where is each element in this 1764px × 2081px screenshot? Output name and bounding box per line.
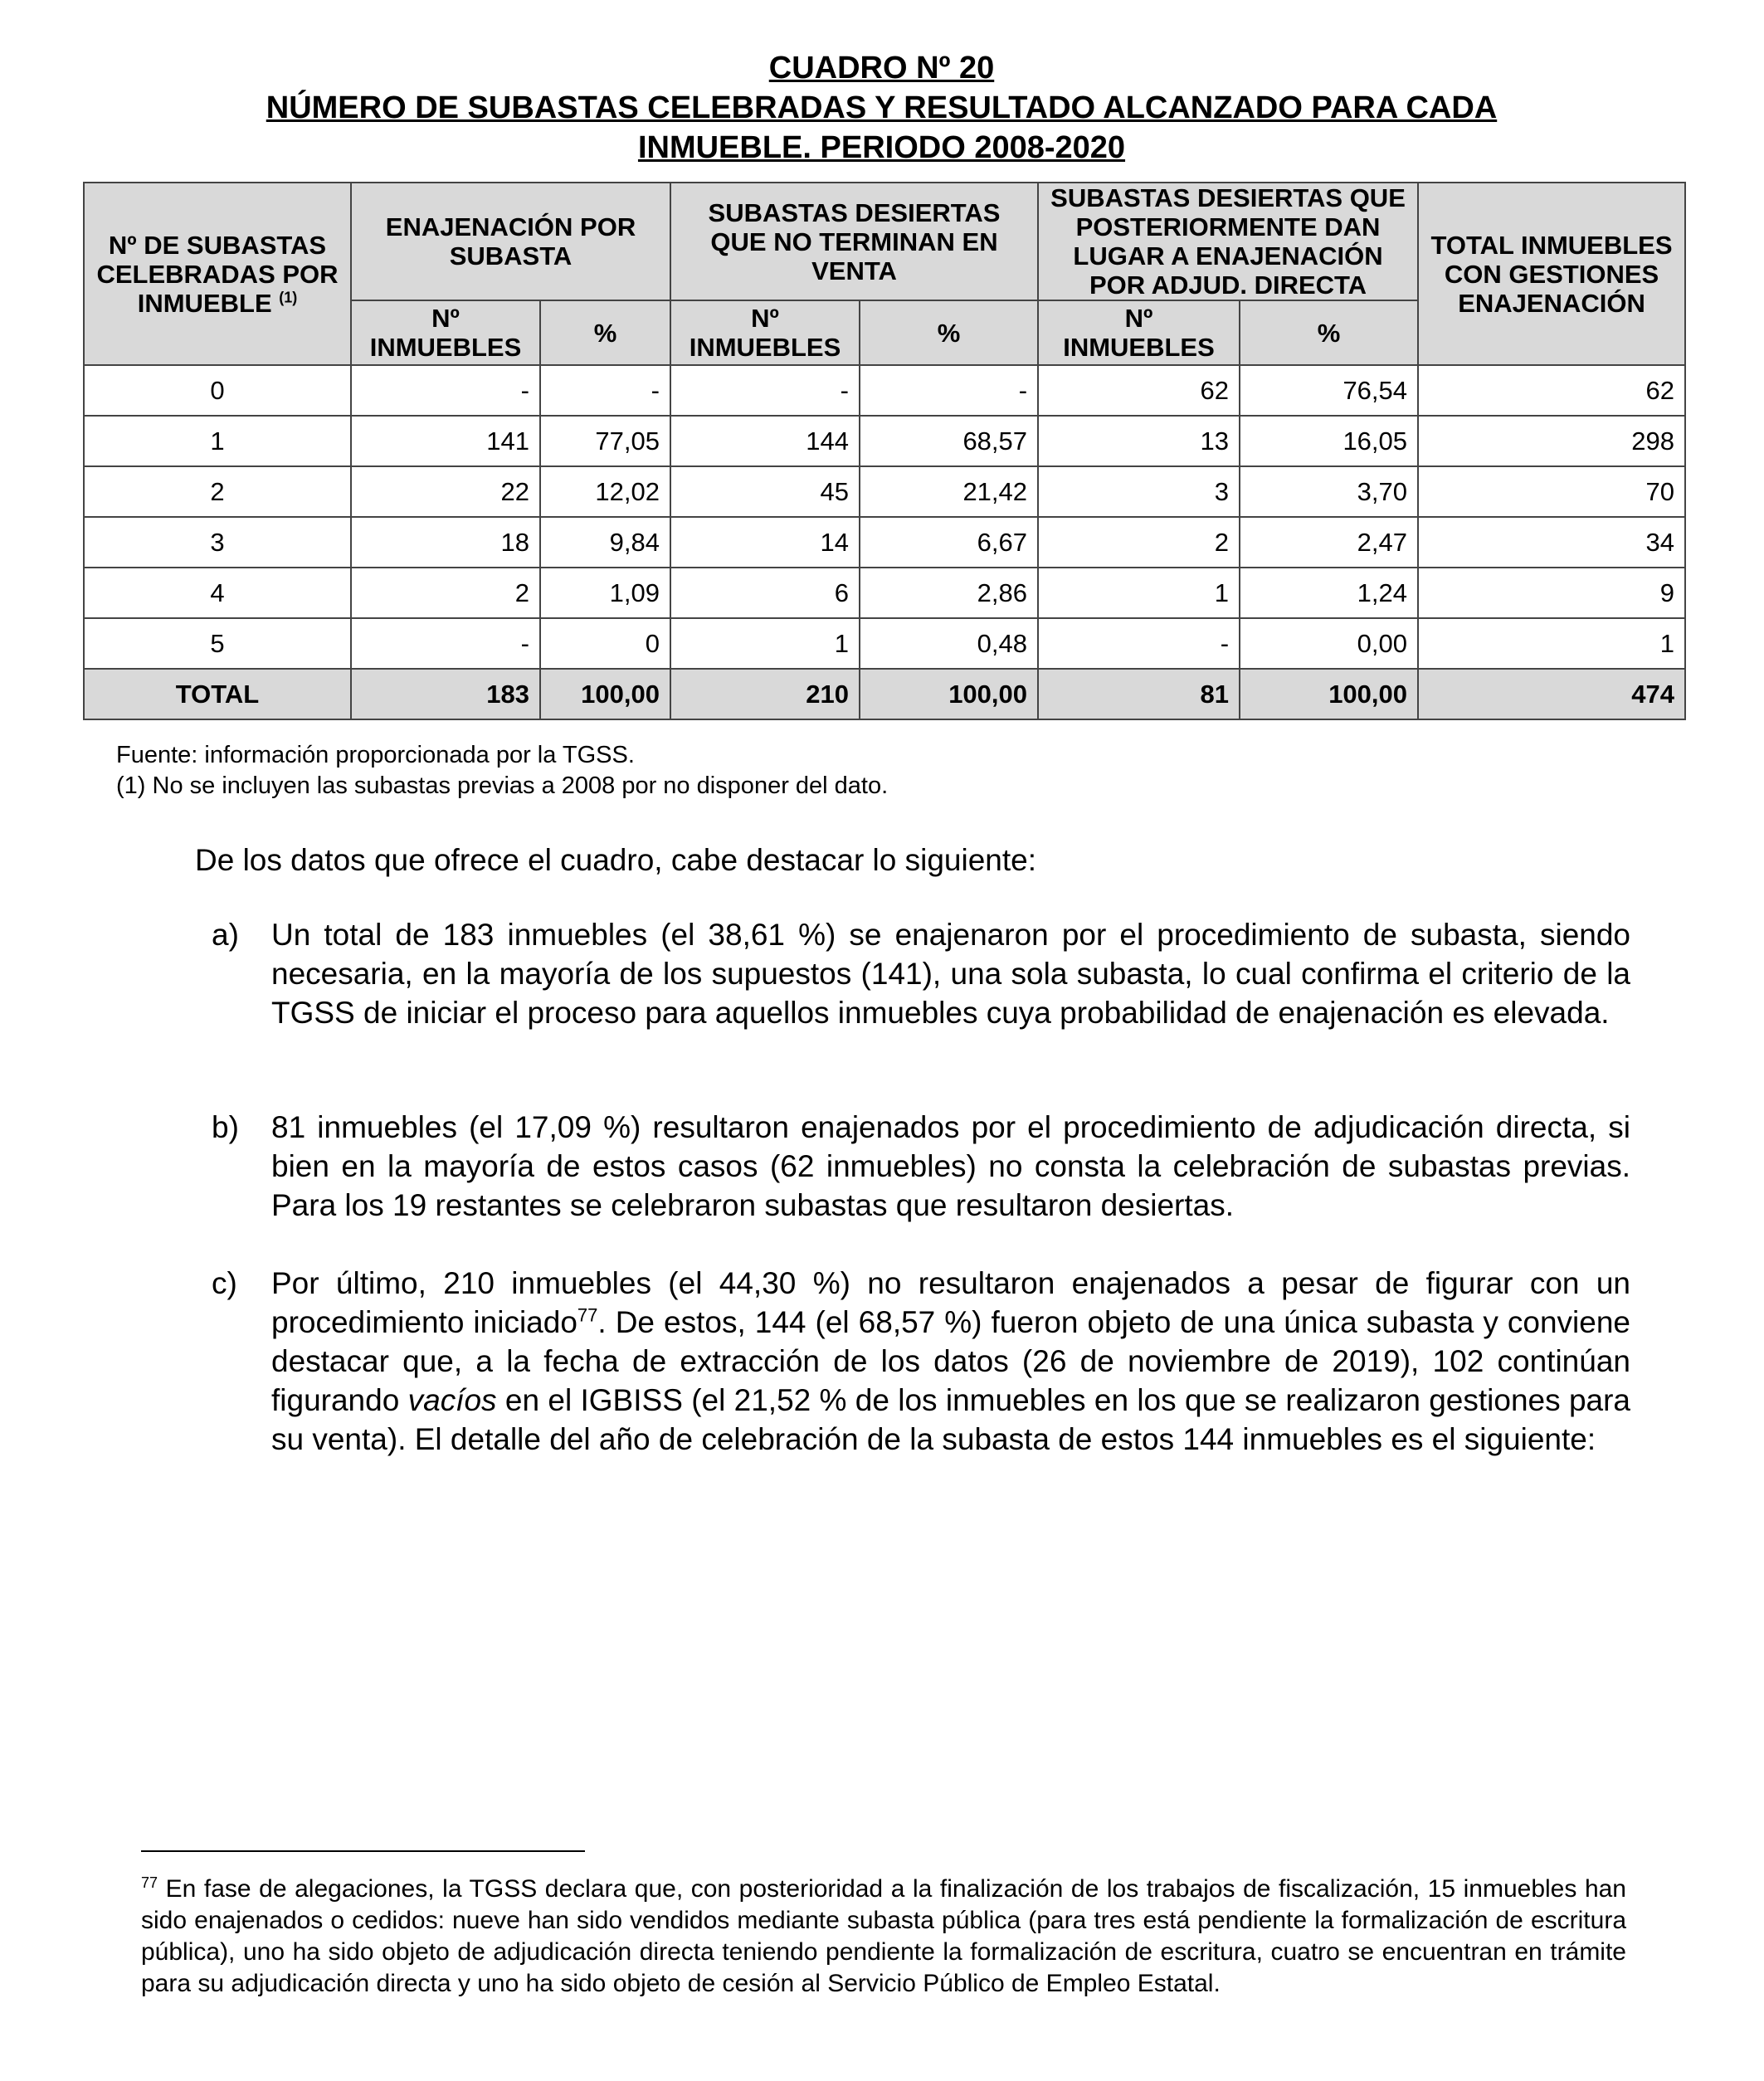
table-row: [84, 466, 1685, 517]
table-cell: 34: [1418, 517, 1685, 568]
footnote-separator: [141, 1850, 585, 1852]
footnote-text: En fase de alegaciones, la TGSS declara que, con posterioridad a la finalización de los trabajos de fiscalización, 15 inmuebles han sido enajenados o cedidos: nueve han sido vendidos mediante subasta pública (para tres está pendiente la formalización de escritura pública), uno ha sido objeto de adjudicación directa teniendo pendiente la formalización de escritura, cuatro se encuentran en trámite para su adjudicación directa y uno ha sido objeto de cesión al Servicio Público de Empleo Estatal.: [141, 1875, 1626, 1997]
subheader-pct: %: [1240, 300, 1418, 365]
table-cell: -: [351, 365, 540, 416]
subheader-n-inmuebles: Nº INMUEBLES: [1038, 300, 1240, 365]
footnote-ref: 77: [577, 1304, 598, 1326]
table-cell: 2: [351, 568, 540, 618]
row-label: 0: [84, 365, 351, 416]
table-cell: 6: [670, 568, 860, 618]
table-row: [84, 416, 1685, 466]
table-cell: 2,47: [1240, 517, 1418, 568]
header-enajenacion-subasta: ENAJENACIÓN POR SUBASTA: [351, 183, 670, 300]
table-cell: 0,00: [1240, 618, 1418, 669]
table-cell: 141: [351, 416, 540, 466]
table-cell: 45: [670, 466, 860, 517]
total-cell: 100,00: [1240, 669, 1418, 719]
table-row: [84, 365, 1685, 416]
table-cell: 22: [351, 466, 540, 517]
table-cell: 21,42: [860, 466, 1038, 517]
table-cell: 1: [1038, 568, 1240, 618]
row-label: 2: [84, 466, 351, 517]
total-label: TOTAL: [84, 669, 351, 719]
footnote-77: [141, 1874, 1626, 2000]
table-cell: 13: [1038, 416, 1240, 466]
table-cell: 77,05: [540, 416, 670, 466]
table-cell: 2,86: [860, 568, 1038, 618]
table-cell: 1,24: [1240, 568, 1418, 618]
total-cell: 474: [1418, 669, 1685, 719]
header-total-inmuebles: TOTAL INMUEBLES CON GESTIONES ENAJENACIÓN: [1418, 183, 1685, 365]
subheader-n-inmuebles: Nº INMUEBLES: [351, 300, 540, 365]
list-label: b): [212, 1110, 239, 1144]
row-label: 3: [84, 517, 351, 568]
subheader-n-inmuebles: Nº INMUEBLES: [670, 300, 860, 365]
list-label: c): [212, 1266, 237, 1300]
table-cell: -: [351, 618, 540, 669]
title-line-2: NÚMERO DE SUBASTAS CELEBRADAS Y RESULTADO ALCANZADO PARA CADA: [266, 90, 1498, 125]
table-cell: 68,57: [860, 416, 1038, 466]
header-desiertas-adjudicacion: SUBASTAS DESIERTAS QUE POSTERIORMENTE DAN LUGAR A ENAJENACIÓN POR ADJUD. DIRECTA: [1038, 183, 1418, 300]
table-cell: 0,48: [860, 618, 1038, 669]
total-row: [84, 669, 1685, 719]
footnote-1: (1) No se incluyen las subastas previas a 2008 por no disponer del dato.: [116, 772, 889, 799]
table-cell: 6,67: [860, 517, 1038, 568]
table-cell: 14: [670, 517, 860, 568]
row-label: 5: [84, 618, 351, 669]
table-cell: 1,09: [540, 568, 670, 618]
list-text: Por último, 210 inmuebles (el 44,30 %) no resultaron enajenados a pesar de figurar con un procedimiento iniciado$^{77}$. De estos, 144 (el 68,57 %) fueron objeto de una única subasta y conviene destacar que, a la fecha de extracción de los datos (26 de noviembre de 2019), 102 continúan figurando vacíos en el IGBISS (el 21,52 % de los inmuebles en los que se realizaron gestiones para su venta). El detalle del año de celebración de la subasta de estos 144 inmuebles es el siguiente:: [271, 1266, 1630, 1456]
table-cell: -: [860, 365, 1038, 416]
table-cell: 18: [351, 517, 540, 568]
footnote-number: 77: [141, 1874, 158, 1891]
list-text: 81 inmuebles (el 17,09 %) resultaron enajenados por el procedimiento de adjudicación directa, si bien en la mayoría de estos casos (62 inmuebles) no consta la celebración de subastas previas. Para los 19 restantes se celebraron subastas que resultaron desiertas.: [271, 1110, 1630, 1222]
list-text: Un total de 183 inmuebles (el 38,61 %) se enajenaron por el procedimiento de subasta, siendo necesaria, en la mayoría de los supuestos (141), una sola subasta, lo cual confirma el criterio de la TGSS de iniciar el proceso para aquellos inmuebles cuya probabilidad de enajenación es elevada.: [271, 918, 1630, 1030]
table-cell: -: [1038, 618, 1240, 669]
table-row: [84, 517, 1685, 568]
table-cell: 1: [1418, 618, 1685, 669]
table-cell: 70: [1418, 466, 1685, 517]
header-num-subastas: Nº DE SUBASTAS CELEBRADAS POR INMUEBLE $^{(1)}$: [84, 183, 351, 365]
title-line-1: CUADRO Nº 20: [768, 51, 995, 85]
table-cell: 2: [1038, 517, 1240, 568]
table-cell: 62: [1418, 365, 1685, 416]
row-label: 1: [84, 416, 351, 466]
total-cell: 183: [351, 669, 540, 719]
table-cell: 16,05: [1240, 416, 1418, 466]
table-row: [84, 618, 1685, 669]
table-cell: 3: [1038, 466, 1240, 517]
table-cell: 298: [1418, 416, 1685, 466]
table-cell: 1: [670, 618, 860, 669]
table-cell: 9,84: [540, 517, 670, 568]
table-cell: 144: [670, 416, 860, 466]
table-cell: 3,70: [1240, 466, 1418, 517]
intro-paragraph: De los datos que ofrece el cuadro, cabe destacar lo siguiente:: [195, 843, 1037, 877]
total-cell: 81: [1038, 669, 1240, 719]
table-cell: 0: [540, 618, 670, 669]
table-notes: [116, 740, 888, 802]
total-cell: 100,00: [860, 669, 1038, 719]
table-cell: 9: [1418, 568, 1685, 618]
table-cell: -: [540, 365, 670, 416]
total-cell: 100,00: [540, 669, 670, 719]
list-label: a): [212, 918, 239, 952]
page-title: [83, 48, 1680, 168]
source-note: Fuente: información proporcionada por la TGSS.: [116, 742, 635, 768]
data-table: [83, 182, 1686, 720]
table-cell: 62: [1038, 365, 1240, 416]
header-desiertas-no-venta: SUBASTAS DESIERTAS QUE NO TERMINAN EN VENTA: [670, 183, 1038, 300]
table-row: [84, 568, 1685, 618]
header-footnote-marker: (1): [279, 289, 298, 306]
table-cell: -: [670, 365, 860, 416]
total-cell: 210: [670, 669, 860, 719]
row-label: 4: [84, 568, 351, 618]
title-line-3: INMUEBLE. PERIODO 2008-2020: [637, 130, 1126, 165]
subheader-pct: %: [540, 300, 670, 365]
table-cell: 12,02: [540, 466, 670, 517]
table-cell: 76,54: [1240, 365, 1418, 416]
subheader-pct: %: [860, 300, 1038, 365]
